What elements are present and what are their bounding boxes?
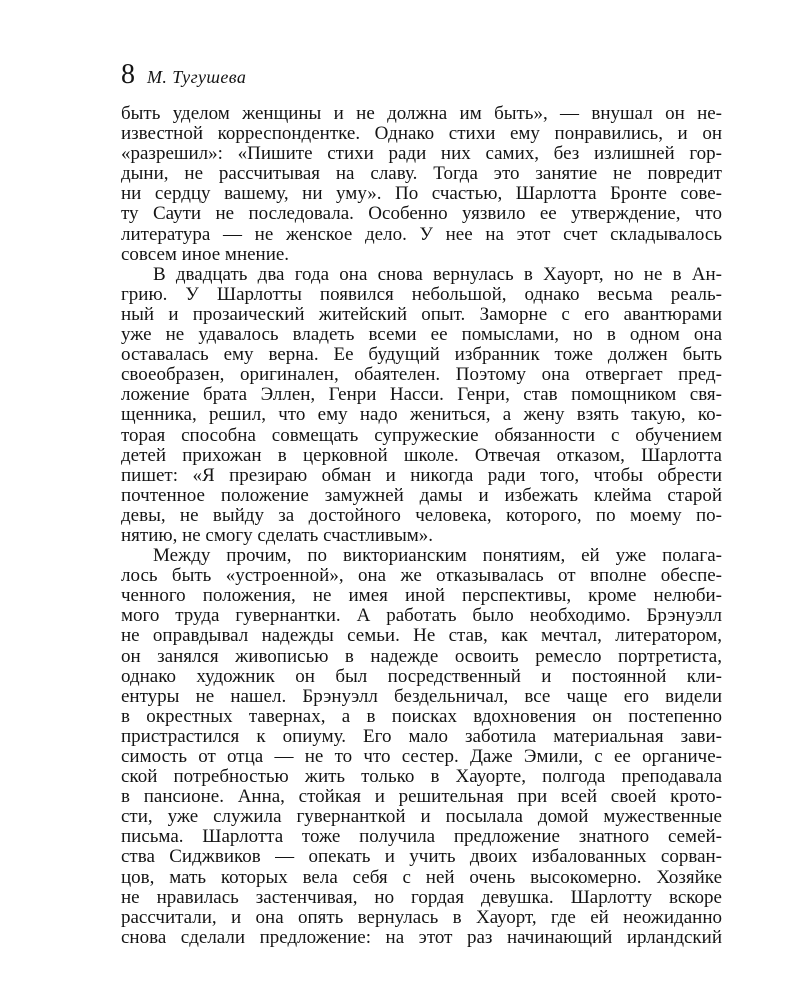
text-line: «разрешил»: «Пишите стихи ради них самих, без излишней гор- xyxy=(121,144,722,165)
text-line: своеобразен, оригинален, обаятелен. Поэтому она отвергает пред- xyxy=(121,365,722,386)
text-line: лось быть «устроенной», она же отказывалась от вполне обеспе- xyxy=(121,566,722,587)
page-number: 8 xyxy=(121,59,135,90)
text-line: цов, мать которых вела себя с ней очень высокомерно. Хозяйке xyxy=(121,867,722,888)
text-line: литература — не женское дело. У нее на этот счет складывалось xyxy=(121,224,722,245)
text-line: детей прихожан в церковной школе. Отвечая отказом, Шарлотта xyxy=(121,445,722,466)
author-name: М. Тугушева xyxy=(147,67,247,87)
text-line: ложение брата Эллен, Генри Насси. Генри, став помощником свя- xyxy=(121,385,722,406)
text-line: быть уделом женщины и не должна им быть», — внушал он не- xyxy=(121,104,722,124)
text-line: рассчитали, и она опять вернулась в Хауорт, где ей неожиданно xyxy=(121,907,722,928)
text-line: оставалась ему верна. Ее будущий избранник тоже должен быть xyxy=(121,345,722,366)
text-line: Между прочим, по викторианским понятиям, ей уже полага- xyxy=(153,546,722,567)
text-line: не нравилась застенчивая, но гордая девушка. Шарлотту вскоре xyxy=(121,887,722,908)
text-line: мого труда гувернантки. А работать было необходимо. Брэнуэлл xyxy=(121,606,722,627)
paragraph xyxy=(121,265,722,546)
text-line: грию. У Шарлотты появился небольшой, однако весьма реаль- xyxy=(121,284,722,305)
text-line: письма. Шарлотта тоже получила предложение знатного семей- xyxy=(121,827,722,848)
text-line: ентуры не нашел. Брэнуэлл бездельничал, все чаще его видели xyxy=(121,686,722,707)
text-line: нятию, не смогу сделать счастливым». xyxy=(121,525,434,546)
text-line: не оправдывал надежды семьи. Не став, как мечтал, литератором, xyxy=(121,626,722,647)
paragraph xyxy=(121,104,722,265)
text-line: ный и прозаический житейский опыт. Заморне с его авантюрами xyxy=(121,304,722,325)
text-line: он занялся живописью в надежде освоить ремесло портретиста, xyxy=(121,646,722,667)
text-line: совсем иное мнение. xyxy=(121,244,290,265)
text-line: в пансионе. Анна, стойкая и решительная при всей своей крото- xyxy=(121,787,722,808)
body-text xyxy=(121,104,722,948)
text-line: ту Саути не последовала. Особенно уязвило ее утверждение, что xyxy=(121,204,722,225)
text-line: ской потребностью жить только в Хауорте, полгода преподавала xyxy=(121,767,722,788)
text-line: почтенное положение замужней дамы и избежать клейма старой xyxy=(121,485,722,506)
text-line: пристрастился к опиуму. Его мало заботила материальная зави- xyxy=(121,726,722,747)
text-line: девы, не выйду за достойного человека, которого, по моему по- xyxy=(121,505,722,526)
text-line: уже не удавалось владеть всеми ее помыслами, но в одном она xyxy=(121,325,722,346)
text-line: В двадцать два года она снова вернулась в Хауорт, но не в Ан- xyxy=(153,264,722,285)
text-line: ченного положения, не имея иной перспективы, кроме нелюби- xyxy=(121,586,722,607)
text-line: известной корреспондентке. Однако стихи ему понравились, и он xyxy=(121,124,722,145)
text-line: однако художник он был посредственный и постоянной кли- xyxy=(121,666,722,687)
text-line: пишет: «Я презираю обман и никогда ради того, чтобы обрести xyxy=(121,465,722,486)
text-line: дыни, не рассчитывая на славу. Тогда это занятие не повредит xyxy=(121,164,722,185)
paragraph xyxy=(121,546,722,948)
running-header xyxy=(121,60,246,90)
text-line: сти, уже служила гувернанткой и посылала домой мужественные xyxy=(121,807,722,828)
text-line: в окрестных тавернах, а в поисках вдохновения он постепенно xyxy=(121,706,722,727)
text-line: ства Сиджвиков — опекать и учить двоих избалованных сорван- xyxy=(121,847,722,868)
text-line: торая способна совмещать супружеские обязанности с обучением xyxy=(121,425,722,446)
text-line: щенника, решил, что ему надо жениться, а жену взять такую, ко- xyxy=(121,405,722,426)
text-line: снова сделали предложение: на этот раз начинающий ирландский xyxy=(121,927,722,948)
text-line: симость от отца — не то что сестер. Даже Эмили, с ее органиче- xyxy=(121,747,722,767)
text-line: ни сердцу вашему, ни уму». По счастью, Шарлотта Бронте сове- xyxy=(121,184,722,205)
